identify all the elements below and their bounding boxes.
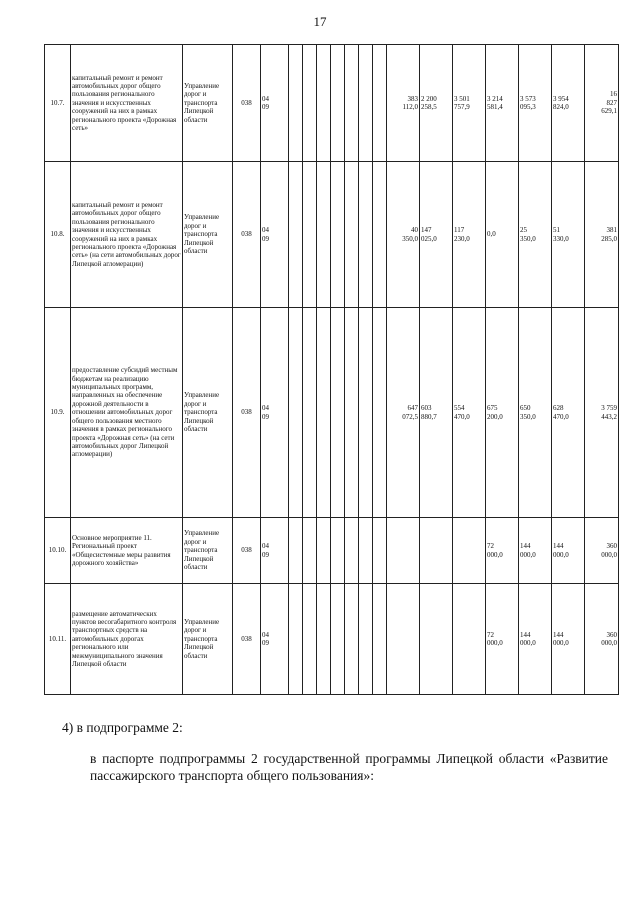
section-code-part: 04 <box>262 226 269 235</box>
empty-cell <box>373 162 387 308</box>
empty-cell <box>345 308 359 518</box>
row-number: 10.7. <box>45 45 71 162</box>
empty-cell <box>331 308 345 518</box>
value-cell <box>387 584 420 695</box>
value-part: 200,0 <box>487 412 503 421</box>
value-cell <box>387 162 420 308</box>
value-cell <box>486 308 519 518</box>
value-part: 000,0 <box>487 639 503 647</box>
row-number: 10.8. <box>45 162 71 308</box>
section-code <box>261 584 289 695</box>
value-part: 629,1 <box>601 107 617 116</box>
subprogram-heading: 4) в подпрограмме 2: <box>62 720 183 735</box>
value-part: 51 <box>553 226 560 235</box>
value-part: 3 573 <box>520 94 536 103</box>
table-row <box>45 518 619 584</box>
value-part: 650 <box>520 404 531 413</box>
empty-cell <box>345 162 359 308</box>
empty-cell <box>317 518 331 584</box>
empty-cell <box>331 584 345 695</box>
section-code-part: 04 <box>262 630 269 639</box>
value-cell <box>585 45 619 162</box>
empty-cell <box>303 162 317 308</box>
value-part: 827 <box>606 98 617 107</box>
section-code <box>261 162 289 308</box>
measure-name: предоставление субсидий местным бюджетам на реализацию муниципальных программ, направленных на обеспечение дорожной деятельности в отношении автомобильных дорог общего пользования местного значения в рамках регионального проекта «Дорожная сеть» (на сети автомобильных дорог Липецкой агломерации) <box>71 308 183 518</box>
section-code-part: 09 <box>262 412 269 421</box>
value-part: 350,0 <box>520 234 536 243</box>
passport-paragraph: в паспорте подпрограммы 2 государственной программы Липецкой области «Развитие пассажирского транспорта общего пользования»: <box>90 751 608 783</box>
value-cell <box>585 162 619 308</box>
value-cell <box>519 308 552 518</box>
empty-cell <box>289 45 303 162</box>
value-cell <box>486 45 519 162</box>
value-cell <box>453 518 486 584</box>
empty-cell <box>331 45 345 162</box>
empty-cell <box>331 518 345 584</box>
empty-cell <box>359 518 373 584</box>
value-cell <box>387 308 420 518</box>
value-part: 40 <box>411 226 418 235</box>
section-code-part: 09 <box>262 103 269 111</box>
executor: Управление дорог и транспорта Липецкой области <box>183 584 233 695</box>
value-part: 3 759 <box>601 404 617 413</box>
value-part: 581,4 <box>487 103 503 111</box>
value-part: 144 <box>520 630 531 639</box>
empty-cell <box>289 518 303 584</box>
empty-cell <box>373 45 387 162</box>
value-cell <box>486 584 519 695</box>
empty-cell <box>345 45 359 162</box>
empty-cell <box>289 162 303 308</box>
value-part: 147 <box>421 226 432 235</box>
empty-cell <box>359 308 373 518</box>
value-part: 000,0 <box>601 639 617 647</box>
row-number: 10.10. <box>45 518 71 584</box>
value-part: 000,0 <box>553 550 569 559</box>
admin-code: 038 <box>233 308 261 518</box>
value-part: 470,0 <box>454 412 470 421</box>
value-part: 443,2 <box>601 412 617 421</box>
empty-cell <box>345 584 359 695</box>
executor: Управление дорог и транспорта Липецкой области <box>183 162 233 308</box>
empty-cell <box>317 45 331 162</box>
page-number: 17 <box>313 14 327 29</box>
value-cell <box>420 45 453 162</box>
value-part: 3 501 <box>454 94 470 103</box>
value-cell <box>486 162 519 308</box>
empty-cell <box>345 518 359 584</box>
measure-name: капитальный ремонт и ремонт автомобильных дорог общего пользования регионального значения и искусственных сооружений на них в рамках регионального проекта «Дорожная сеть» (на сети автомобильных дорог Липецкой агломерации) <box>71 162 183 308</box>
executor: Управление дорог и транспорта Липецкой области <box>183 45 233 162</box>
value-cell <box>420 518 453 584</box>
section-code <box>261 45 289 162</box>
section-code-part: 09 <box>262 550 269 559</box>
value-cell <box>519 162 552 308</box>
value-part: 350,0 <box>402 234 418 243</box>
value-part: 675 <box>487 404 498 413</box>
value-part: 350,0 <box>520 412 536 421</box>
value-part: 095,3 <box>520 103 536 111</box>
table-row <box>45 45 619 162</box>
empty-cell <box>373 584 387 695</box>
value-cell <box>486 518 519 584</box>
value-cell <box>552 308 585 518</box>
value-cell <box>585 584 619 695</box>
value-cell <box>420 308 453 518</box>
admin-code: 038 <box>233 518 261 584</box>
section-code <box>261 518 289 584</box>
value-part: 258,5 <box>421 103 437 111</box>
empty-cell <box>373 518 387 584</box>
admin-code: 038 <box>233 584 261 695</box>
value-cell <box>519 584 552 695</box>
value-part: 72 <box>487 542 494 551</box>
value-part: 230,0 <box>454 234 470 243</box>
value-part: 603 <box>421 404 432 413</box>
value-part: 383 <box>407 94 418 103</box>
value-part: 360 <box>606 630 617 639</box>
value-cell <box>552 518 585 584</box>
value-part: 647 <box>407 404 418 413</box>
section-code-part: 04 <box>262 542 269 551</box>
value-cell <box>585 308 619 518</box>
value-cell <box>453 308 486 518</box>
measure-name: Основное мероприятие 11. Региональный проект «Общесистемные меры развития дорожного хозяйства» <box>71 518 183 584</box>
value-part: 360 <box>606 542 617 551</box>
value-cell <box>420 162 453 308</box>
value-cell <box>552 162 585 308</box>
value-cell <box>387 518 420 584</box>
row-number: 10.11. <box>45 584 71 695</box>
executor: Управление дорог и транспорта Липецкой области <box>183 308 233 518</box>
admin-code: 038 <box>233 162 261 308</box>
empty-cell <box>317 584 331 695</box>
table-row <box>45 308 619 518</box>
section-code-part: 04 <box>262 404 269 413</box>
table-row <box>45 162 619 308</box>
value-part: 72 <box>487 630 494 639</box>
empty-cell <box>317 162 331 308</box>
value-part: 144 <box>553 542 564 551</box>
value-part: 470,0 <box>553 412 569 421</box>
value-part: 330,0 <box>553 234 569 243</box>
value-part: 025,0 <box>421 234 437 243</box>
value-part: 117 <box>454 226 465 235</box>
row-number: 10.9. <box>45 308 71 518</box>
budget-table <box>44 44 619 695</box>
empty-cell <box>359 45 373 162</box>
value-part: 3 214 <box>487 94 503 103</box>
measure-name: капитальный ремонт и ремонт автомобильных дорог общего пользования регионального значения и искусственных сооружений на них в рамках регионального проекта «Дорожная сеть» <box>71 45 183 162</box>
value-part: 000,0 <box>520 550 536 559</box>
table-row <box>45 584 619 695</box>
empty-cell <box>303 518 317 584</box>
value-part: 880,7 <box>421 412 437 421</box>
value-part: 25 <box>520 226 527 235</box>
value-part: 628 <box>553 404 564 413</box>
value-part: 000,0 <box>601 550 617 559</box>
value-part: 2 200 <box>421 94 437 103</box>
value-part: 824,0 <box>553 103 569 111</box>
empty-cell <box>331 162 345 308</box>
empty-cell <box>317 308 331 518</box>
value-cell <box>453 584 486 695</box>
value-part: 112,0 <box>402 103 418 111</box>
section-code-part: 09 <box>262 234 269 243</box>
admin-code: 038 <box>233 45 261 162</box>
empty-cell <box>303 45 317 162</box>
measure-name: размещение автоматических пунктов весогабаритного контроля транспортных средств на автомобильных дорогах регионального или межмуниципального значения Липецкой области <box>71 584 183 695</box>
value-part: 000,0 <box>487 550 503 559</box>
empty-cell <box>289 584 303 695</box>
value-cell <box>552 584 585 695</box>
section-code-part: 09 <box>262 639 269 647</box>
section-code <box>261 308 289 518</box>
empty-cell <box>303 308 317 518</box>
value-cell <box>519 45 552 162</box>
value-cell <box>453 162 486 308</box>
value-cell <box>585 518 619 584</box>
value-cell <box>453 45 486 162</box>
value-part: 554 <box>454 404 465 413</box>
value-part: 000,0 <box>553 639 569 647</box>
value-part: 285,0 <box>601 234 617 243</box>
value-cell <box>519 518 552 584</box>
value-part: 0,0 <box>487 230 496 239</box>
value-cell <box>387 45 420 162</box>
value-part: 144 <box>520 542 531 551</box>
value-part: 000,0 <box>520 639 536 647</box>
value-part: 3 954 <box>553 94 569 103</box>
value-part: 16 <box>610 90 617 99</box>
empty-cell <box>303 584 317 695</box>
executor: Управление дорог и транспорта Липецкой области <box>183 518 233 584</box>
value-cell <box>552 45 585 162</box>
empty-cell <box>359 162 373 308</box>
empty-cell <box>359 584 373 695</box>
value-part: 144 <box>553 630 564 639</box>
value-part: 072,5 <box>402 412 418 421</box>
value-part: 757,9 <box>454 103 470 111</box>
empty-cell <box>373 308 387 518</box>
empty-cell <box>289 308 303 518</box>
section-code-part: 04 <box>262 94 269 103</box>
value-cell <box>420 584 453 695</box>
value-part: 381 <box>606 226 617 235</box>
